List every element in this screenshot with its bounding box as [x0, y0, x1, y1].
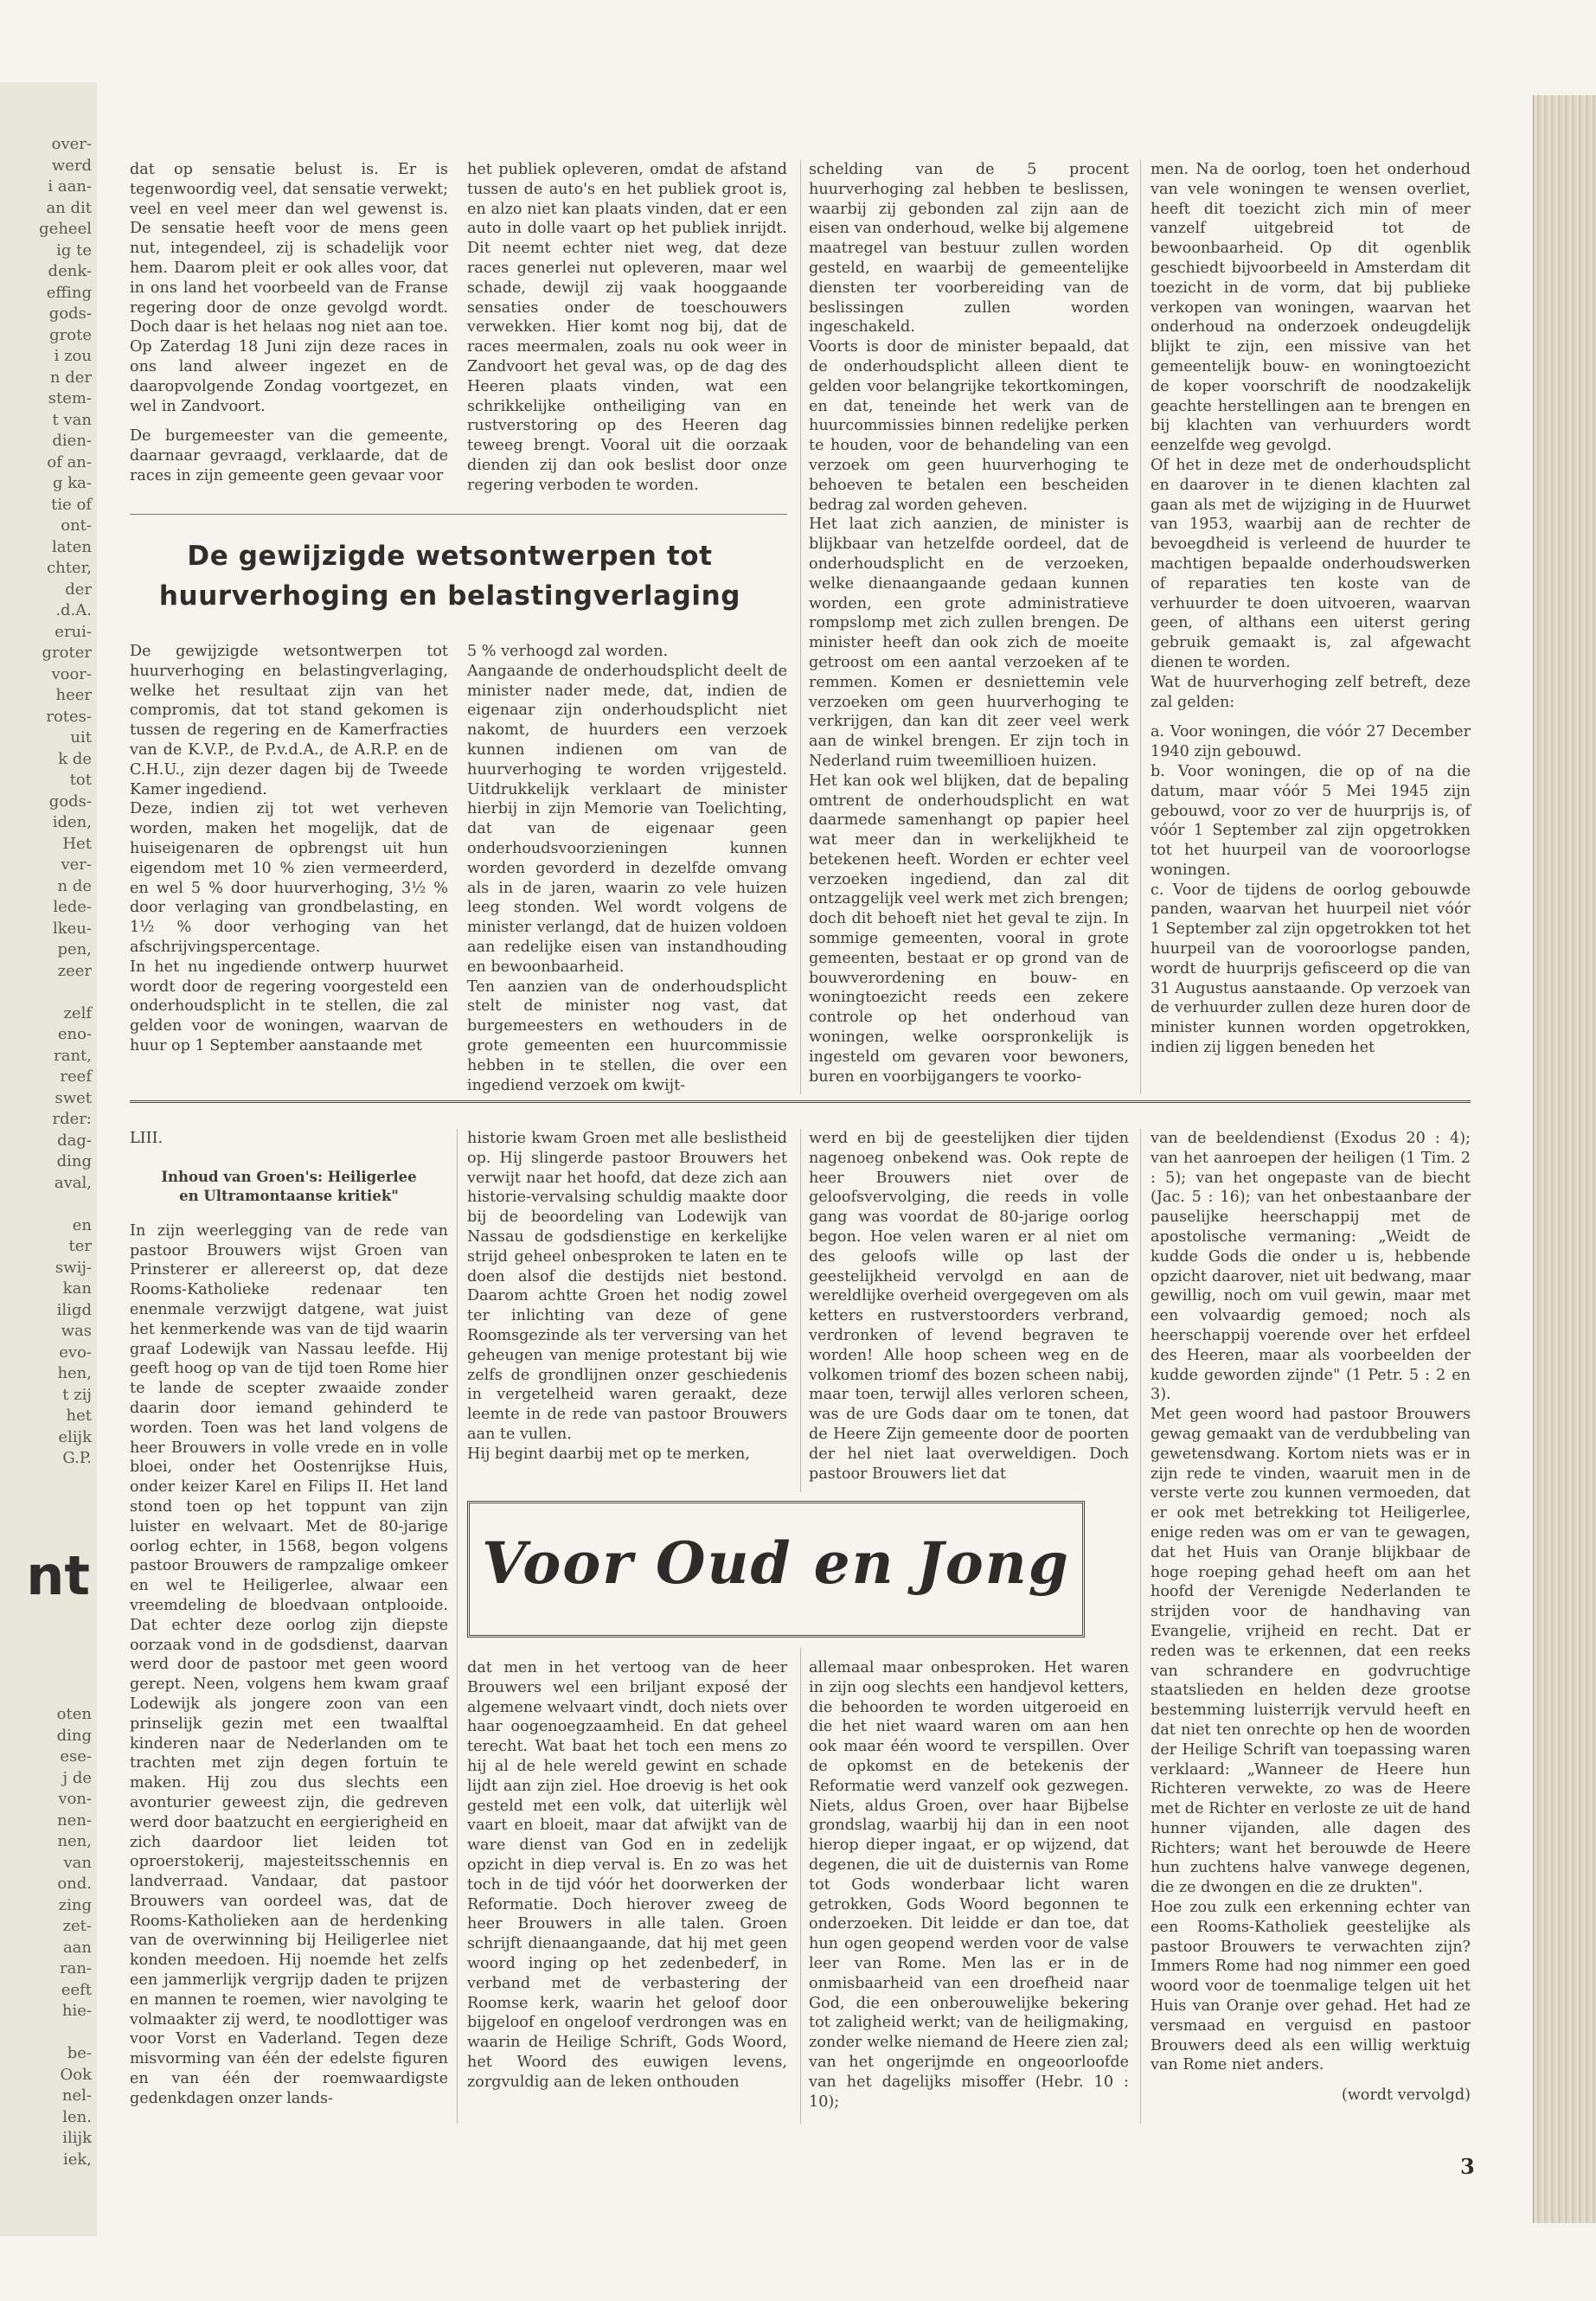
paragraph: Ten aanzien van de onderhoudsplicht stelt de minister nog vast, dat burgemeesters en wethouders in de grote gemeenten een huurcommissie hebben in te stellen, die over een ingediend verzoek om kwijt-: [467, 977, 787, 1094]
groen-column-2-top: [467, 1129, 787, 1465]
paragraph: In zijn weerlegging van de rede van pastoor Brouwers wijst Groen van Prinsterer er allereerst op, dat deze Rooms-Katholieke redenaar ten enenmale verzwijgt datgene, wat juist het kenmerkende was van de tijd waarin graaf Lodewijk van Nassau leefde. Hij geeft hoog op van de tijd toen Rome hier te lande de scepter zwaaide zonder daarin door iemand gehinderd te worden. Toen was het land volgens de heer Brouwers in volle vrede en in volle bloei, onder het Oostenrijkse Huis, onder keizer Karel en Filips II. Het land stond toen op het toppunt van zijn luister en welvaart. Met de 80-jarige oorlog echter, in 1568, begon volgens pastoor Brouwers de rampzalige omkeer en wel te Heiligerlee, alwaar een vreemdeling de bloedvaan ontplooide. Dat echter deze oorlog zijn diepste oorzaak vond in de godsdienst, daarvan werd door de pastoor met geen woord gerept. Neen, volgens hem kwam graaf Lodewijk als jongere zoon van een prinselijk gezin met een twaalftal kinderen naar de Nederlanden om te trachten met zijn degen fortuin te maken. Hij zou dus slechts een avonturier geweest zijn, die gedreven werd door baatzucht en eergierigheid en zich daardoor liet leiden tot oproerstokerij, majesteitsschennis en landverraad. Vandaar, dat pastoor Brouwers van oordeel was, dat de Rooms-Katholieken aan de herdenking van de overwinning bij Heiligerlee niet konden meedoen. Hij noemde het zelfs een jammerlijk vergrijp daden te prijzen en mannen te roemen, wier navolging te volmaakter zij werd, te noodlottiger was voor Vorst en Vaderland. Tegen deze misvorming van één der edelste figuren en van één der roemwaardigste gedenkdagen onzer lands-: [130, 1221, 448, 2107]
article-column-1: [130, 642, 448, 1056]
paragraph: Hoe zou zulk een erkenning echter van een Rooms-Katholiek geestelijke als pastoor Brouwers te verwachten zijn? Immers Rome had nog nimmer een goed woord voor de toenmalige telgen uit het Huis van Oranje over gehad. Het had ze versmaad en verguisd en pastoor Brouwers deed als een willig werktuig van Rome niet anders.: [1151, 1899, 1471, 2074]
paragraph: Wat de huurverhoging zelf betreft, deze zal gelden:: [1151, 673, 1471, 711]
paragraph: men. Na de oorlog, toen het onderhoud van vele woningen te wensen overliet, heeft dit toezicht zich min of meer vanzelf uitgebreid tot de bewoonbaarheid. Op dit ogenblik geschiedt bijvoorbeeld in Amsterdam dit toezicht in de vorm, dat bij publieke verkopen van woningen, waarvan het onderhoud na onderzoek ondeugdelijk blijkt te zijn, een missive van het gemeentelijk bouw- en woningtoezicht de koper voorschrift de noodzakelijk geachte herstellingen aan te brengen en bij klachten van verhuurders wordt eenzelfde weg gevolgd.: [1151, 161, 1471, 455]
top-column-1: [130, 160, 448, 486]
paragraph: Hij begint daarbij met op te merken,: [467, 1445, 750, 1463]
section-divider: [130, 514, 787, 515]
paragraph: Deze, indien zij tot wet verheven worden, maken het mogelijk, dat de huiseigenaren de opbrengst uit hun eigendom met 10 % zien vermeerderd, en wel 5 % door huurverhoging, 3½ % door verlaging van grondbelasting, en 1½ % door verhoging van het afschrijvingspercentage.: [130, 800, 448, 956]
banner-title: Voor Oud en Jong: [482, 1529, 1070, 1597]
column-divider: [800, 1648, 801, 2124]
paragraph: Voorts is door de minister bepaald, dat de onderhoudsplicht alleen dient te gelden voor belangrijke tekortkomingen, en dat, teneinde het werk van de huurcommissies binnen redelijke perken te houden, voor de behandeling van een verzoek om geen huurverhoging te behoeven te betalen een bescheiden bedrag zal worden geheven.: [809, 338, 1129, 514]
paragraph: schelding van de 5 procent huurverhoging zal hebben te beslissen, waarbij zij gebonden zal zijn aan de eisen van onderhoud, welke bij algemene maatregel van bestuur zullen worden gesteld, en waarbij de gemeentelijke diensten ter voorbereiding van de beslissingen zullen worden ingeschakeld.: [809, 161, 1129, 336]
section-divider-double: [130, 1100, 1471, 1106]
paragraph: dat op sensatie belust is. Er is tegenwoordig veel, dat sensatie verwekt; veel en veel meer dan wel gewenst is. De sensatie heeft voor de mens geen nut, integendeel, zij is schadelijk voor hem. Daarom pleit er ook alles voor, dat in ons land het voorbeeld van de Franse regering door de onze gevolgd wordt. Doch daar is het helaas nog niet aan toe. Op Zaterdag 18 Juni zijn deze races in ons land alweer ingezet en de daaropvolgende Zondag voortgezet, en wel in Zandvoort.: [130, 161, 448, 415]
headline-line-2: huurverhoging en belastingverlaging: [158, 580, 741, 612]
previous-page-fragment-text-lower: oten ding ese- j de von- nen- nen, van ond. zing zet- aan ran- eeft hie- be- Ook nel- len. ilijk iek,: [56, 1705, 92, 2169]
groen-column-1: [130, 1129, 448, 2109]
list-item: b. Voor woningen, die op of na die datum, maar vóór 5 Mei 1945 zijn gebouwd, voor zo ver de huurprijs is, of vóór 1 September zal zijn opgetrokken tot het huurpeil van de vooroorlogse woningen.: [1151, 762, 1471, 879]
paragraph: Het laat zich aanzien, de minister is blijkbaar van hetzelfde oordeel, dat de onderhoudsplicht en de verzoeken, welke dienaangaande gedaan kunnen worden, een grote administratieve rompslomp met zich zullen brengen. De minister heeft dan ook zich de moeite getroost om een aantal verzoeken af te remmen. Komen er desniettemin vele verzoeken om geen huurverhoging te verkrijgen, dan kan dit zeer veel werk aan de winkel brengen. Er zijn toch in Nederland ruim tweemillioen huizen.: [809, 516, 1129, 770]
list-item: a. Voor woningen, die vóór 27 December 1940 zijn gebouwd.: [1151, 723, 1471, 761]
previous-page-large-fragment: nt: [26, 1544, 90, 1607]
paragraph: werd en bij de geestelijken dier tijden nagenoeg onbekend was. Ook repte de heer Brouwers niet over de geloofsvervolging, die reeds in volle gang was voordat de 80-jarige oorlog begon. Hoe velen waren er al niet om des geloofs wille op last der geestelijkheid vervolgd en aan de wereldlijke overheid overgegeven om als ketters en rustverstoorders verbrand, verdronken of levend begraven te worden! Alle hoop scheen weg en de volkomen triomf des bozen scheen nabij, maar toen, terwijl alles verloren scheen, was de ure Gods daar om te tonen, dat de Heere Zijn gemeente door de poorten der hel niet laat overweldigen. Doch pastoor Brouwers liet dat: [809, 1130, 1129, 1483]
paragraph: De gewijzigde wetsontwerpen tot huurverhoging en belastingverlaging, welke het resultaat zijn van het compromis, dat tot stand gekomen is tussen de regering en de Kamerfracties van de K.V.P., de P.v.d.A., de A.R.P. en de C.H.U., zijn dezer dagen bij de Tweede Kamer ingediend.: [130, 643, 448, 798]
paragraph: historie kwam Groen met alle beslistheid op. Hij slingerde pastoor Brouwers het verwijt naar het hoofd, dat deze zich aan historie-vervalsing schuldig maakte door bij de beoordeling van Lodewijk van Nassau de godsdienstige en kerkelijke strijd geheel onbesproken te laten en te doen alsof die destijds niet bestond. Daarom achtte Groen het nodig zowel ter inlichting van deze of gene Roomsgezinde als ter verversing van het geheugen van menige protestant bij wie zelfs de grondlijnen onzer geschiedenis in vergetelheid waren geraakt, deze leemte in de rede van pastoor Brouwers aan te vullen.: [467, 1130, 787, 1443]
column-divider: [800, 1129, 801, 1492]
paragraph: In het nu ingediende ontwerp huurwet wordt door de regering voorgesteld een onderhoudsplicht in te stellen, die zal gelden voor de woningen, waarvan de huur op 1 September aanstaande met: [130, 958, 448, 1054]
column-divider: [457, 1129, 458, 2124]
paragraph: 5 % verhoogd zal worden.: [467, 643, 669, 660]
paragraph: Of het in deze met de onderhoudsplicht en daarover in te dienen klachten zal gaan als met de wijziging in de Huurwet van 1953, waarbij aan de rechter de bevoegdheid is verleend de huurder te machtigen bepaalde onderhoudswerken of reparaties ten koste van de verhuurder te doen uitvoeren, waarvan geen, of althans een uiterst gering gebruik gemaakt is, zal afgewacht dienen te worden.: [1151, 456, 1471, 671]
headline-line-1: De gewijzigde wetsontwerpen tot: [187, 541, 713, 572]
article-column-2: [467, 642, 787, 1095]
list-item: c. Voor de tijdens de oorlog gebouwde panden, waarvan het huurpeil niet vóór 1 September zal zijn opgetrokken tot het huurpeil van de vooroorlogse panden, wordt de huurprijs gefisceerd op die van 31 Augustus aanstaande. Op verzoek van de verhuurder zullen deze huren door de minister kunnen worden opgetrokken, indien zij liggen beneden het: [1151, 881, 1471, 1057]
groen-column-3-top: [809, 1129, 1129, 1484]
groen-column-4: [1151, 1129, 1471, 2106]
continued-note: (wordt vervolgd): [1341, 2086, 1471, 2105]
paragraph: Met geen woord had pastoor Brouwers gewag gemaakt van de verdubbeling van gewetensdwang. Kortom niets was er in zijn rede te vinden, waaruit men in de verste verte zou kunnen vermoeden, dat er ook met betrekking tot Heiligerlee, enige reden was om er van te gewagen, dat het Huis van Oranje blijkbaar de hoge roeping gehad heeft om aan het hoofd der Verenigde Nederlanden te strijden voor de handhaving van Evangelie, vrijheid en recht. Dat er reden was te erkennen, dat een reeks van schrandere en godvruchtige staatslieden en helden deze grootse bestemming luisterrijk vervuld heeft en dat niet ten onrechte op hen de woorden der Heilige Schrift van toepassing waren verklaard: „Wanneer de Heere hun Richteren verwekte, zo was de Heere met de Richter en verloste ze uit de hand hunner vijanden, alle dagen des Richters; want het berouwde de Heere hun zuchtens halve vanwege degenen, die ze dwongen en die ze drukten".: [1151, 1406, 1471, 1897]
paragraph: Aangaande de onderhoudsplicht deelt de minister nader mede, dat, indien de eigenaar zijn onderhoudsplicht niet nakomt, de huurders een verzoek kunnen indienen om van de huurverhoging te worden vrijgesteld. Uitdrukkelijk verklaart de minister hierbij in zijn Memorie van Toelichting, dat van de eigenaar geen onderhoudsvoorzieningen kunnen worden gevorderd in dezelfde omvang als in de jaren, waarin zo vele huizen leeg stonden. Wel wordt volgens de minister verlangd, dat de huizen voldoen aan redelijke eisen van instandhouding en bewoonbaarheid.: [467, 662, 787, 976]
paragraph: het publiek opleveren, omdat de afstand tussen de auto's en het publiek groot is, en alzo niet kan plaats vinden, dat er een auto in dolle vaart op het publiek inrijdt. Dit neemt echter niet weg, dat deze races generlei nut opleveren, maar wel schade, dewijl zij vaak hooggaande sensaties onder de toeschouwers verwekken. Hier komt nog bij, dat de races meermalen, zoals nu ook weer in Zandvoort het geval was, op de dag des Heeren plaats vinden, wat een schrikkelijke ontheiliging van en rustverstoring op des Heeren dag teweeg brengt. Vooral uit die oorzaak dienden zij dan ook beslist door onze regering verboden te worden.: [467, 161, 787, 494]
article-headline: [130, 536, 770, 616]
previous-page-fragment-text: over- werd i aan- an dit geheel ig te denk- effing gods- grote i zou n der stem- t van dien- of an- g ka- tie of ont- laten chter, der .d.A. erui- groter voor- heer rotes- uit k de tot gods- iden, Het ver- n de lede- lkeu- pen, zeer zelf eno- rant, reef swet rder: dag- ding aval, en ter swij- kan iligd was evo- hen, t zij het elijk G.P.: [39, 135, 92, 1467]
section-number: LIII.: [130, 1130, 163, 1147]
column-divider: [1140, 160, 1141, 1094]
groen-column-2-bottom: [467, 1658, 787, 2093]
page-number: 3: [1460, 2154, 1475, 2179]
page-stack-edge: [1533, 95, 1596, 2223]
paragraph: van de beeldendienst (Exodus 20 : 4); van het aanroepen der heiligen (1 Tim. 2 : 5); van het ongepaste van de biecht (Jac. 5 : 16); van het onbestaanbare der pauselijke heerschappij met de apostolische vermaning: „Weidt de kudde Gods die onder u is, hebbende opzicht daarover, niet uit bedwang, maar gewillig, noch om vuil gewin, maar met een volvaardig gemoed; noch als heerschappij voerende over het erfdeel des Heeren, maar als voorbeelden der kudde geworden zijnde" (1 Petr. 5 : 2 en 3).: [1151, 1130, 1471, 1404]
previous-page-edge: [0, 82, 99, 2236]
article-column-3: [809, 160, 1129, 1086]
paragraph: dat men in het vertoog van de heer Brouwers wel een briljant exposé der algemene welvaart vindt, doch niets over haar oogenoegzaamheid. En dat geheel terecht. Wat baat het toch een mens zo hij al de hele wereld gewint en schade lijdt aan zijn ziel. Hoe droevig is het ook gesteld met een volk, dat uiterlijk wèl vaart en bloeit, maar dat afwijkt van de ware dienst van God en in zedelijk opzicht in diep verval is. En zo was het toch in de tijd vóór het doorwerken der Reformatie. Doch hierover zweeg de heer Brouwers in alle talen. Groen schrijft dienaangaande, dat hij met geen woord inging op het zedenbederf, in verband met de verbastering der Roomse kerk, waarin het geloof door bijgeloof en ongeloof verdrongen was en waarin de Heilige Schrift, Gods Woord, het Woord des euwigen levens, zorgvuldig aan de leken onthouden: [467, 1659, 787, 2091]
article-column-4: [1151, 160, 1471, 1058]
section-subhead: [138, 1168, 439, 1206]
subhead-line-2: en Ultramontaanse kritiek": [179, 1187, 399, 1204]
subhead-line-1: Inhoud van Groen's: Heiligerlee: [161, 1168, 417, 1185]
groen-column-3-bottom: [809, 1658, 1129, 2112]
top-column-2: [467, 160, 787, 496]
voor-oud-en-jong-banner: [467, 1501, 1085, 1638]
column-divider: [800, 160, 801, 1094]
column-divider: [1140, 1129, 1141, 2124]
paragraph: Het kan ook wel blijken, dat de bepaling omtrent de onderhoudsplicht en wat daarmede samenhangt op papier heel wat meer dan in werkelijkheid te betekenen heeft. Worden er echter veel verzoeken ingediend, dan zal dit ontzaggelijk veel werk met zich brengen; doch dit behoeft niet het geval te zijn. In sommige gemeenten, vooral in grote gemeenten, bestaat er op grond van de bouwverordening en bouw- en woningtoezicht reeds een zekere controle op het onderhoud van woningen, welke oorspronkelijk is ingesteld om gevaren voor bewoners, buren en voorbijgangers te voorko-: [809, 772, 1129, 1086]
paragraph: allemaal maar onbesproken. Het waren in zijn oog slechts een handjevol ketters, die behoorden te worden uitgeroeid en die het niet waard waren om aan hen ook maar één woord te verspillen. Over de opkomst en de betekenis der Reformatie werd vanzelf ook gezwegen. Niets, aldus Groen, over haar Bijbelse grondslag, waarbij hij dan in een noot hierop dieper ingaat, er op wijzend, dat degenen, die uit de duisternis van Rome tot Gods wonderbaar licht waren getrokken, Gods Woord begonnen te onderzoeken. Dit leidde er dan toe, dat hun ogen geopend werden voor de valse leer van Rome. Men las er in de onmisbaarheid van een droefheid naar God, die een onberouwelijke bekering tot zaligheid werkt; van de heiligmaking, zonder welke niemand de Heere zien zal; van het ongerijmde en ongeoorloofde van het dagelijks misoffer (Hebr. 10 : 10);: [809, 1659, 1129, 2111]
paragraph: De burgemeester van die gemeente, daarnaar gevraagd, verklaarde, dat de races in zijn gemeente geen gevaar voor: [130, 427, 448, 484]
